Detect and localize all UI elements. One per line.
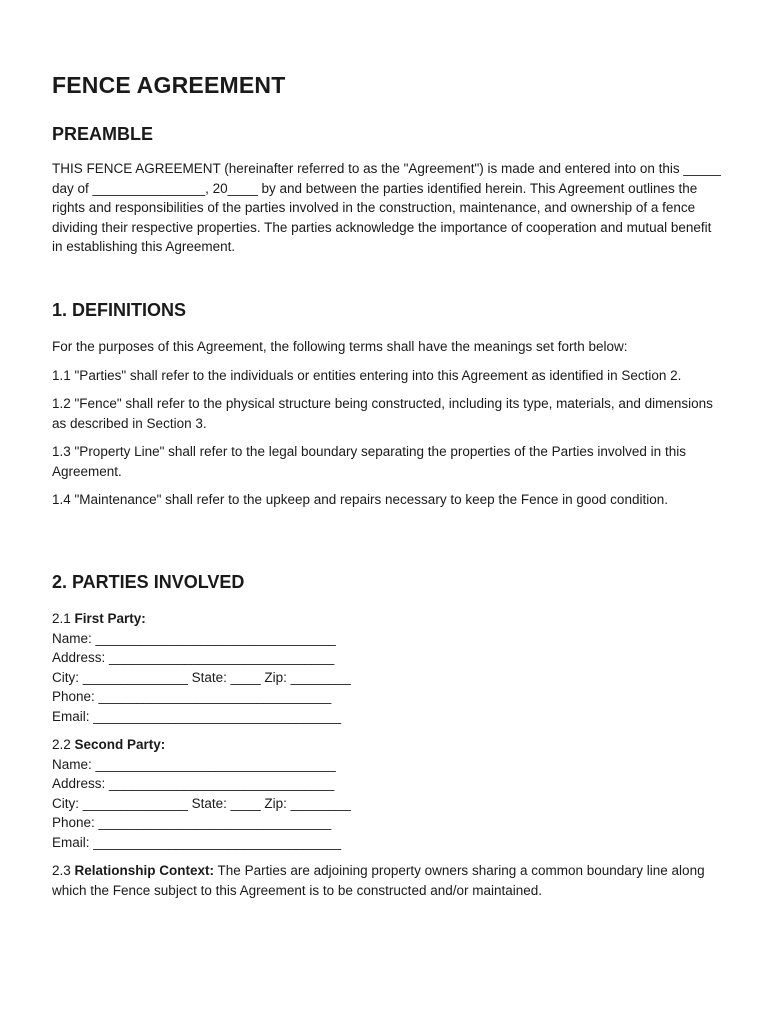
first-party-phone-field: Phone: _______________________________ [52,689,332,704]
clause-number: 2.2 [52,737,75,752]
first-party-city-field: City: ______________ State: ____ Zip: ________ [52,669,351,685]
first-party-name-field: Name: ________________________________ [52,630,336,646]
second-party-phone-field: Phone: _______________________________ [52,815,332,830]
preamble-heading: PREAMBLE [52,124,154,144]
clause-label: First Party: [74,611,146,626]
preamble-section [52,124,722,257]
definition-item: 1.1 "Parties" shall refer to the individuals or entities entering into this Agreement as identified in Section 2. [52,367,682,383]
second-party-block [52,735,722,852]
definition-item: 1.3 "Property Line" shall refer to the legal boundary separating the properties of the Parties involved in this Agreement. [52,444,686,479]
second-party-email-field: Email: _________________________________ [52,834,342,850]
first-party-label [52,609,722,629]
clause-label: Relationship Context: [74,863,215,878]
second-party-address-field: Address: ______________________________ [52,776,335,791]
first-party-block [52,609,722,726]
clause-number: 2.3 [52,863,75,878]
clause-number: 2.1 [52,611,75,626]
definitions-section [52,300,722,510]
relationship-context-text: The Parties are adjoining property owners sharing a common boundary line along which the Fence subject to this Agreement is to be constructed and/or maintained. [52,863,705,898]
parties-section [52,572,722,900]
definitions-intro: For the purposes of this Agreement, the following terms shall have the meanings set forth below: [52,339,628,354]
first-party-email-field: Email: _________________________________ [52,708,342,724]
definition-item: 1.4 "Maintenance" shall refer to the upkeep and repairs necessary to keep the Fence in good condition. [52,492,668,507]
preamble-text: THIS FENCE AGREEMENT (hereinafter referred to as the "Agreement") is made and entered into on this _____ day of _______________, 20____ by and between the parties identified herein. This Agreement outlines the rights and responsibilities of the parties involved in the construction, maintenance, and ownership of a fence dividing their respective properties. The parties acknowledge the importance of cooperation and mutual benefit in establishing this Agreement. [52,161,721,254]
second-party-label [52,735,722,755]
first-party-address-field: Address: ______________________________ [52,650,335,665]
parties-heading: 2. PARTIES INVOLVED [52,572,245,592]
second-party-city-field: City: ______________ State: ____ Zip: ________ [52,795,351,811]
definitions-heading: 1. DEFINITIONS [52,300,187,320]
relationship-context [52,861,722,900]
clause-label: Second Party: [74,737,166,752]
second-party-name-field: Name: ________________________________ [52,756,336,772]
document-title: FENCE AGREEMENT [52,72,286,98]
definition-item: 1.2 "Fence" shall refer to the physical structure being constructed, including its type, materials, and dimensions as described in Section 3. [52,396,713,431]
